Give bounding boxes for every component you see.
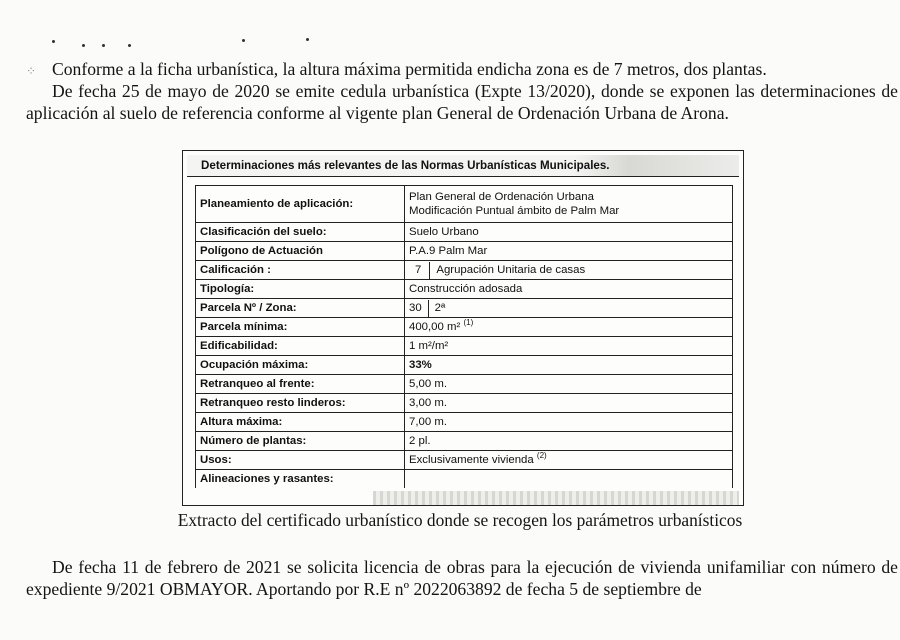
- footnote-mark: (2): [536, 450, 547, 460]
- scan-specks: [50, 36, 350, 50]
- row-code: 7: [409, 262, 430, 279]
- row-label: Parcela Nº / Zona:: [196, 299, 405, 318]
- table-row: [196, 318, 733, 337]
- row-value: Exclusivamente vivienda $^{(2)}$: [405, 451, 733, 470]
- paragraph-altura: ⁘ Conforme a la ficha urbanística, la altura máxima permitida endicha zona es de 7 metros, dos plantas.: [26, 58, 898, 82]
- row-value: 400,00 m² $^{(1)}$: [405, 318, 733, 337]
- row-label: Altura máxima:: [196, 413, 405, 432]
- row-value: 30 2ª: [405, 299, 733, 318]
- row-label: Polígono de Actuación: [196, 242, 405, 261]
- row-label: Parcela mínima:: [196, 318, 405, 337]
- row-label: Clasificación del suelo:: [196, 223, 405, 242]
- row-value: Plan General de Ordenación Urbana Modificación Puntual ámbito de Palm Mar: [405, 186, 733, 223]
- row-value: 7,00 m.: [405, 413, 733, 432]
- footnote-mark: (1): [463, 317, 474, 327]
- table-caption: Extracto del certificado urbanístico donde se recogen los parámetros urbanísticos: [177, 510, 743, 530]
- urban-parameters-table: [182, 150, 744, 506]
- row-label: Retranqueo resto linderos:: [196, 394, 405, 413]
- table-row: [196, 280, 733, 299]
- table-row: [196, 432, 733, 451]
- row-value: 5,00 m.: [405, 375, 733, 394]
- table-row: [196, 261, 733, 280]
- table-row: [196, 356, 733, 375]
- row-value: [405, 470, 733, 489]
- table-row: [196, 242, 733, 261]
- parameters-grid: [195, 185, 733, 488]
- row-label: Alineaciones y rasantes:: [196, 470, 405, 489]
- table-row: [196, 470, 733, 489]
- table-row: [196, 337, 733, 356]
- row-label: Usos:: [196, 451, 405, 470]
- table-row: [196, 375, 733, 394]
- row-value: 2 pl.: [405, 432, 733, 451]
- row-value: Suelo Urbano: [405, 223, 733, 242]
- row-label: Tipología:: [196, 280, 405, 299]
- row-label: Retranqueo al frente:: [196, 375, 405, 394]
- row-label: Edificabilidad:: [196, 337, 405, 356]
- table-header: Determinaciones más relevantes de las Normas Urbanísticas Municipales.: [187, 155, 739, 177]
- row-value: 33%: [405, 356, 733, 375]
- table-row: [196, 394, 733, 413]
- row-code: 30: [409, 300, 429, 317]
- row-value: P.A.9 Palm Mar: [405, 242, 733, 261]
- paragraph-cedula: De fecha 25 de mayo de 2020 se emite cedula urbanística (Expte 13/2020), donde se exponen las determinaciones de aplicación al suelo de referencia conforme al vigente plan General de Ordenación Urbana de Arona.: [26, 81, 898, 123]
- table-row: [196, 223, 733, 242]
- table-row: [196, 186, 733, 223]
- row-value: 3,00 m.: [405, 394, 733, 413]
- table-row: [196, 413, 733, 432]
- row-value: Construcción adosada: [405, 280, 733, 299]
- row-value: 1 m²/m²: [405, 337, 733, 356]
- table-row: [196, 299, 733, 318]
- scan-mark-icon: ⁘: [26, 64, 37, 78]
- row-label: Planeamiento de aplicación:: [196, 186, 405, 223]
- scan-smudge: [373, 491, 739, 505]
- row-label: Número de plantas:: [196, 432, 405, 451]
- paragraph-licencia: De fecha 11 de febrero de 2021 se solicita licencia de obras para la ejecución de vivienda unifamiliar con número de expediente 9/2021 OBMAYOR. Aportando por R.E nº 2022063892 de fecha 5 de septiembre de: [26, 557, 898, 599]
- row-label: Ocupación máxima:: [196, 356, 405, 375]
- table-row: [196, 451, 733, 470]
- row-value: 7 Agrupación Unitaria de casas: [405, 261, 733, 280]
- row-label: Calificación :: [196, 261, 405, 280]
